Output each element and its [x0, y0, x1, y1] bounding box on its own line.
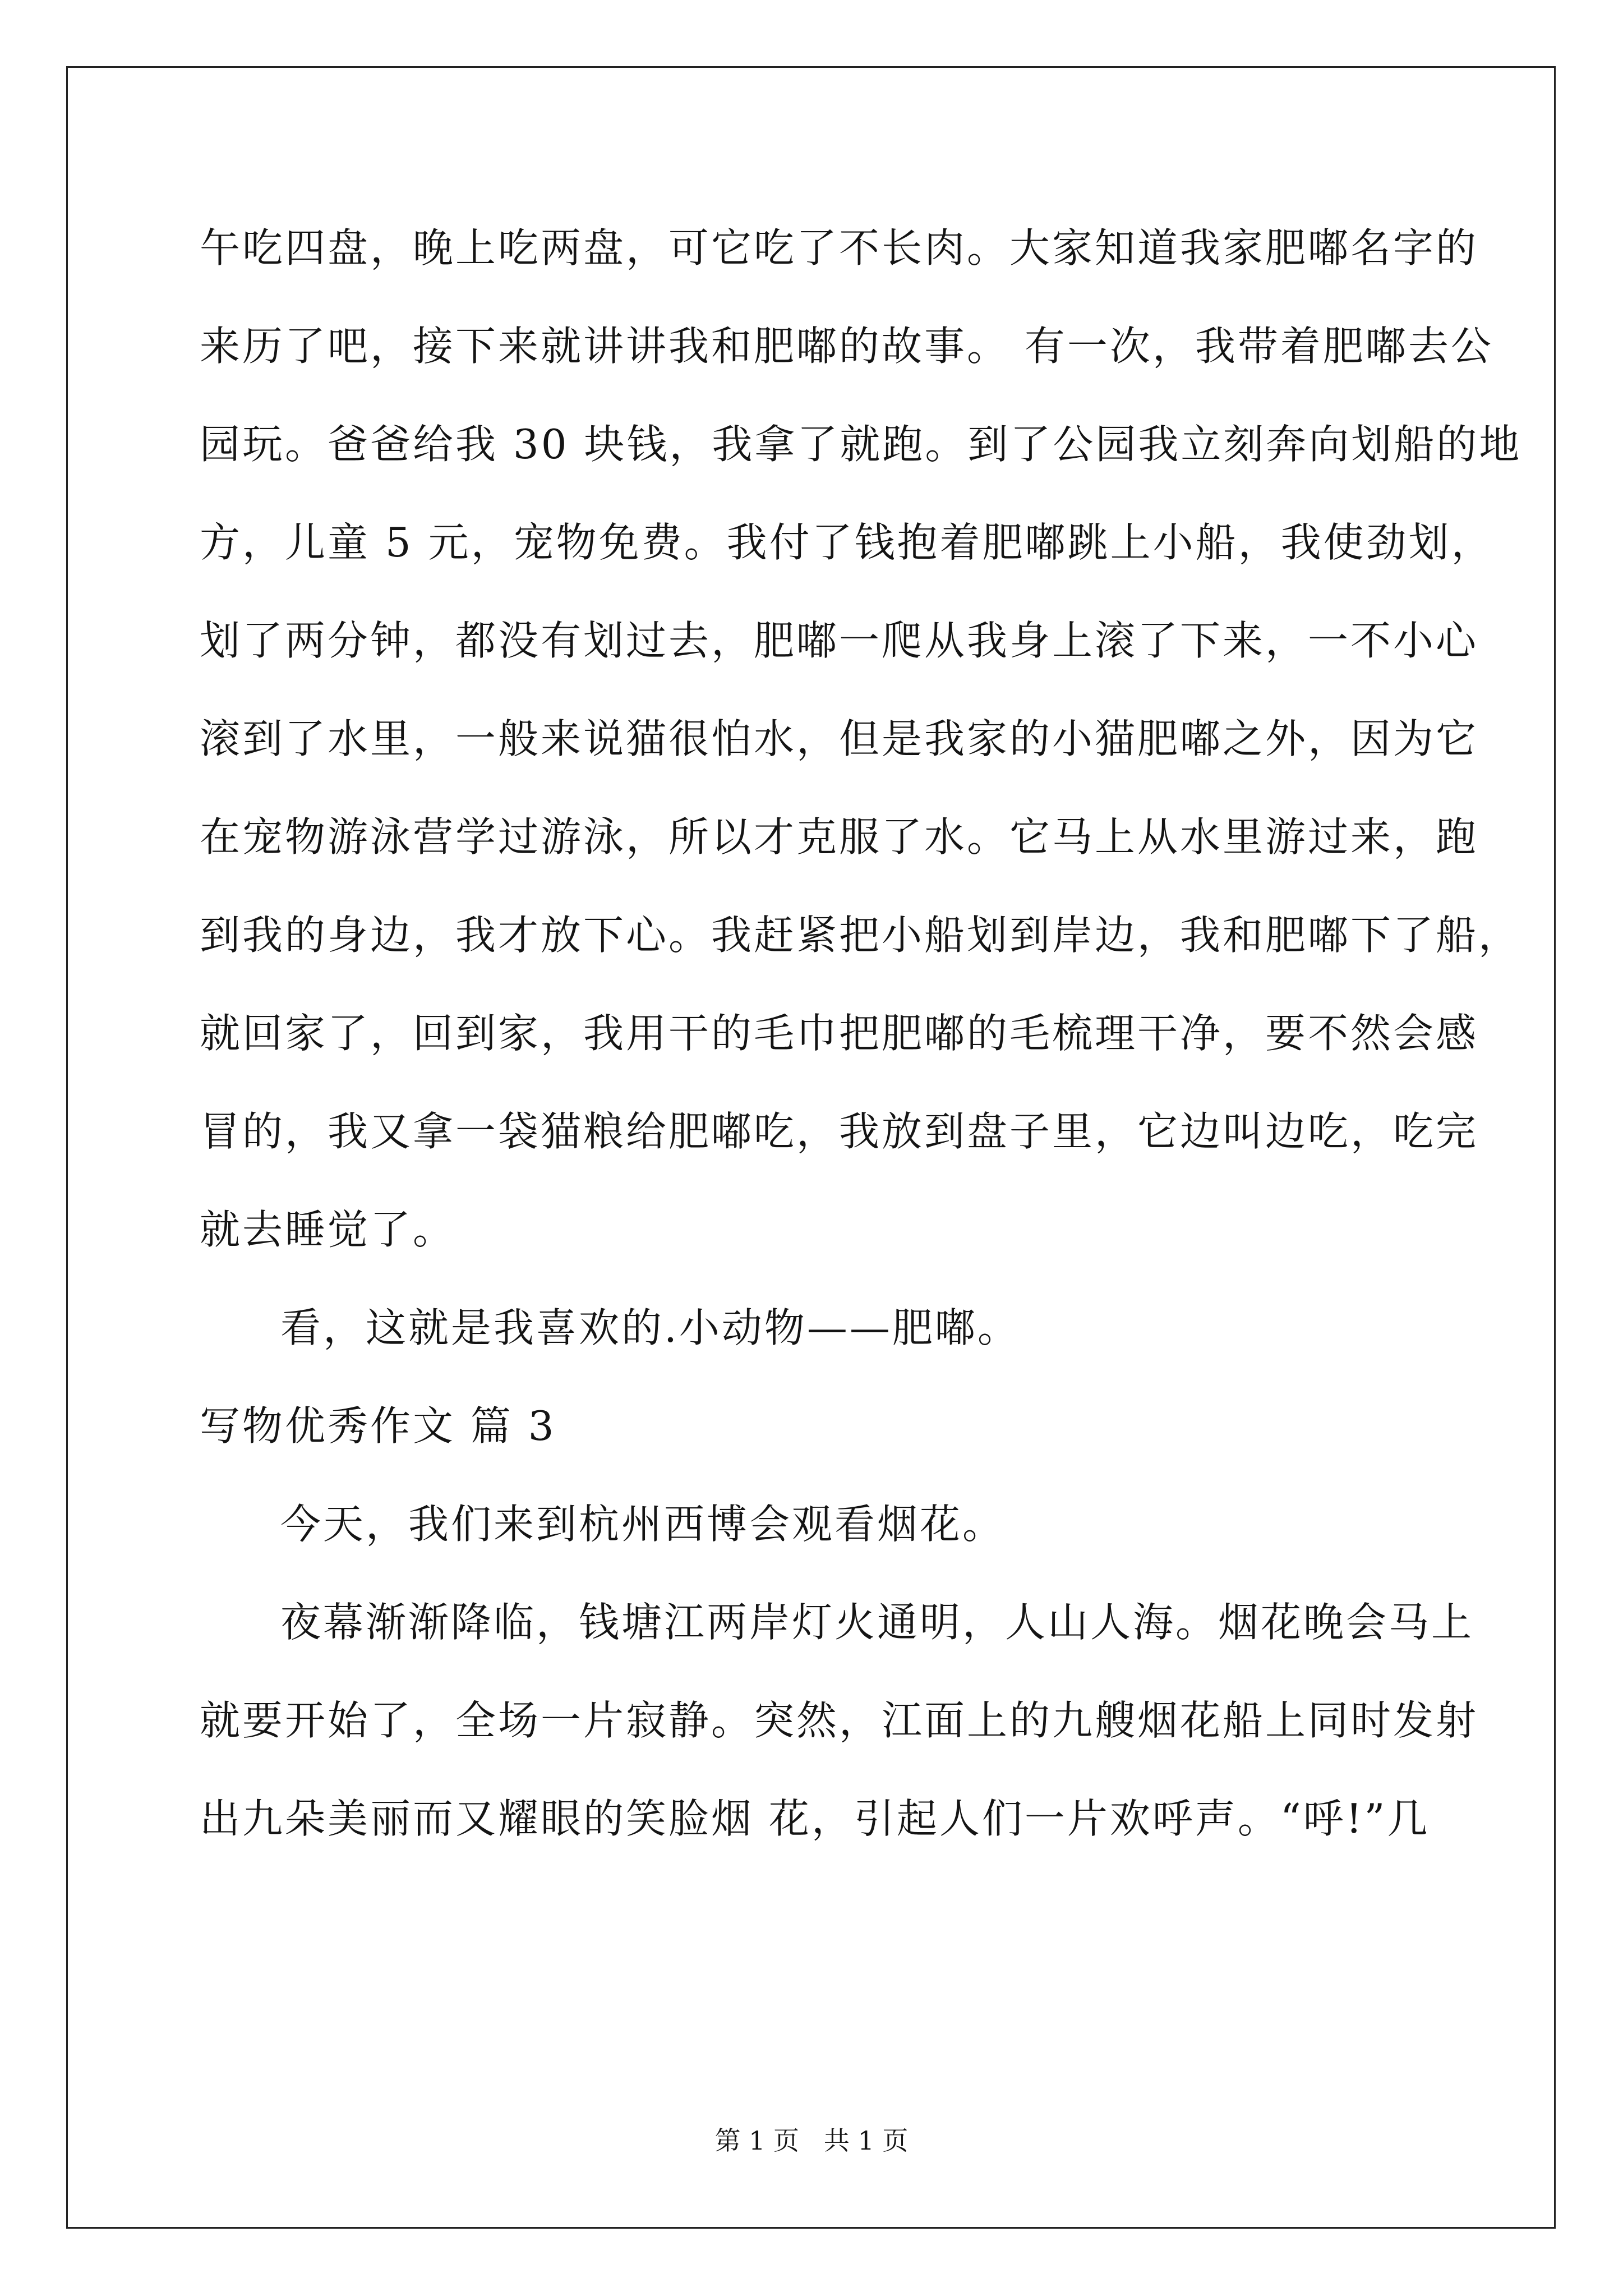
text-line-9: 就回家了，回到家，我用干的毛巾把肥嘟的毛梳理干净，要不然会感: [200, 1010, 1479, 1057]
text-line-7: 在宠物游泳营学过游泳，所以才克服了水。它马上从水里游过来，跑: [200, 813, 1479, 861]
text-line-5: 划了两分钟，都没有划过去，肥嘟一爬从我身上滚了下来，一不小心: [200, 617, 1479, 664]
text-line-16: 就要开始了，全场一片寂静。突然，江面上的九艘烟花船上同时发射: [200, 1697, 1479, 1744]
text-line-12: 看，这就是我喜欢的.小动物——肥嘟。: [280, 1304, 1020, 1351]
page-footer: 第 1 页 共 1 页: [714, 2125, 909, 2156]
text-line-2: 来历了吧，接下来就讲讲我和肥嘟的故事。 有一次，我带着肥嘟去公: [200, 323, 1493, 370]
document-body: [200, 220, 1522, 1889]
text-line-3: 园玩。爸爸给我 30 块钱，我拿了就跑。到了公园我立刻奔向划船的地: [200, 421, 1522, 468]
text-line-17: 出九朵美丽而又耀眼的笑脸烟 花，引起人们一片欢呼声。“呼!”几: [200, 1795, 1430, 1842]
text-line-8: 到我的身边，我才放下心。我赶紧把小船划到岸边，我和肥嘟下了船，: [200, 912, 1521, 959]
text-line-15: 夜幕渐渐降临，钱塘江两岸灯火通明，人山人海。烟花晚会马上: [280, 1599, 1474, 1646]
text-line-4: 方，儿童 5 元，宠物免费。我付了钱抱着肥嘟跳上小船，我使劲划，: [200, 519, 1494, 566]
text-line-14: 今天，我们来到杭州西博会观看烟花。: [280, 1501, 1006, 1548]
section-heading: 写物优秀作文 篇 3: [200, 1402, 556, 1450]
text-line-11: 就去睡觉了。: [200, 1206, 456, 1253]
text-line-10: 冒的，我又拿一袋猫粮给肥嘟吃，我放到盘子里，它边叫边吃，吃完: [200, 1108, 1479, 1155]
text-line-1: 午吃四盘，晚上吃两盘，可它吃了不长肉。大家知道我家肥嘟名字的: [200, 224, 1479, 272]
text-line-6: 滚到了水里，一般来说猫很怕水，但是我家的小猫肥嘟之外，因为它: [200, 715, 1479, 762]
